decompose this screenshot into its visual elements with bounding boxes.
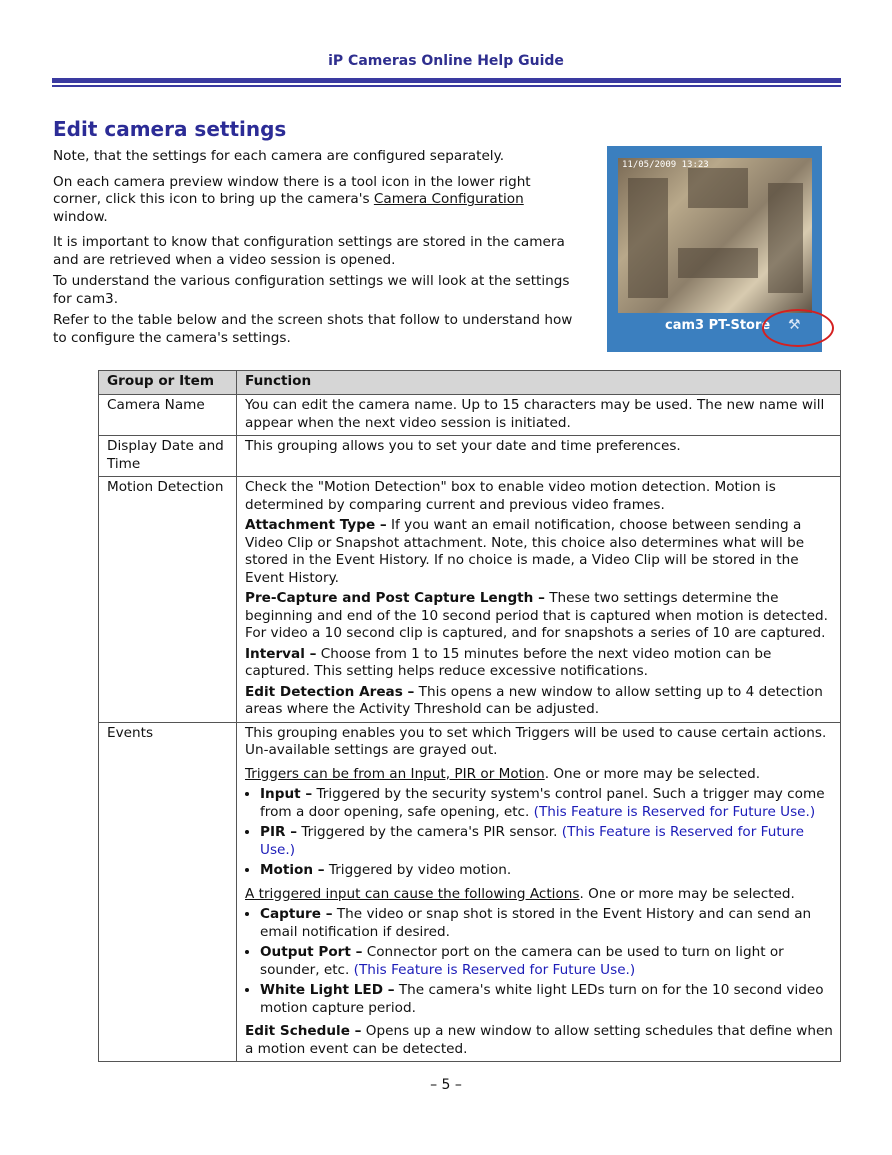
- term-text: If you want an email notification, choose between sending a Video Clip or Snapshot attachment. Note, this choice also determines what will be stored in the Event History. If no choice is made, a Video Clip will be stored in the Event History.: [245, 517, 805, 586]
- function-cell: [237, 477, 841, 723]
- heading-text: . One or more may be selected.: [544, 765, 761, 782]
- term-label: Input –: [260, 786, 313, 802]
- group-cell: Display Date and Time: [99, 436, 237, 477]
- group-cell: Events: [99, 722, 237, 1062]
- table-row: [99, 722, 841, 1062]
- heading-text: . One or more may be selected.: [579, 885, 795, 902]
- page-title: Edit camera settings: [53, 117, 287, 141]
- running-header: iP Cameras Online Help Guide: [328, 53, 564, 69]
- term-text: Connector port on the camera can be used to turn on light or sounder, etc.: [260, 944, 784, 978]
- term-label: White Light LED –: [260, 982, 395, 998]
- wrench-icon[interactable]: ⚒: [788, 317, 801, 333]
- term-text: This opens a new window to allow setting up to 4 detection areas where the Activity Threshold can be adjusted.: [245, 683, 823, 717]
- column-header: Function: [237, 371, 841, 395]
- edit-detection-areas: [245, 684, 833, 719]
- function-cell: This grouping allows you to set your date and time preferences.: [237, 436, 841, 477]
- term-text: Triggered by video motion.: [324, 862, 512, 878]
- intro-section: [53, 148, 578, 355]
- reserved-note: (This Feature is Reserved for Future Use.): [260, 824, 804, 858]
- intro-paragraph: To understand the various configuration settings we will look at the settings for cam3.: [53, 273, 570, 307]
- term-text: The camera's white light LEDs turn on for the 10 second video motion capture period.: [260, 982, 824, 1016]
- edit-schedule: [245, 1023, 833, 1058]
- events-intro: This grouping enables you to set which Triggers will be used to cause certain actions. Un-available settings are grayed out.: [245, 724, 827, 758]
- header-rule-thick: [52, 78, 841, 83]
- motion-intro: Check the "Motion Detection" box to enable video motion detection. Motion is determined by comparing current and previous video frames.: [245, 479, 776, 513]
- term-text: The video or snap shot is stored in the Event History and can send an email notification if desired.: [260, 906, 812, 940]
- list-item: [260, 824, 833, 859]
- term-text: Triggered by the camera's PIR sensor.: [297, 824, 562, 840]
- term-label: Motion –: [260, 862, 325, 878]
- list-item: [260, 786, 833, 821]
- underlined-heading: Triggers can be from an Input, PIR or Motion: [245, 765, 545, 782]
- camera-timestamp: 11/05/2009 13:23: [622, 160, 709, 170]
- term-text: These two settings determine the beginning and end of the 10 second period that is captured when motion is detected. For video a 10 second clip is captured, and for snapshots a series of 10 are captured.: [245, 590, 828, 641]
- intro-paragraph: Refer to the table below and the screen shots that follow to understand how to configure the camera's settings.: [53, 312, 573, 346]
- intro-paragraph: [53, 174, 578, 227]
- term-text: Opens up a new window to allow setting schedules that define when a motion event can be detected.: [245, 1023, 833, 1057]
- highlight-circle: [762, 309, 834, 347]
- list-item: [260, 944, 833, 979]
- camera-configuration-link[interactable]: Camera Configuration: [373, 191, 524, 207]
- reserved-note: (This Feature is Reserved for Future Use.): [353, 961, 636, 978]
- triggers-list: [245, 786, 833, 880]
- term-label: Edit Schedule –: [245, 1023, 362, 1039]
- attachment-type: [245, 517, 833, 587]
- column-header: Group or Item: [99, 371, 237, 395]
- term-label: Output Port –: [260, 944, 363, 960]
- table-row: [99, 477, 841, 723]
- actions-heading: [245, 886, 833, 904]
- interval: [245, 646, 833, 681]
- reserved-note: (This Feature is Reserved for Future Use.): [533, 803, 816, 820]
- table-row: [99, 395, 841, 436]
- intro-paragraph: Note, that the settings for each camera are configured separately.: [53, 148, 505, 164]
- page-number: – 5 –: [430, 1077, 462, 1093]
- actions-list: [245, 906, 833, 1017]
- settings-table: [98, 370, 841, 1062]
- triggers-heading: [245, 766, 833, 784]
- term-text: Choose from 1 to 15 minutes before the next video motion can be captured. This setting helps reduce excessive notifications.: [245, 645, 772, 679]
- list-item: [260, 906, 833, 941]
- function-cell: You can edit the camera name. Up to 15 characters may be used. The new name will appear when the next video session is initiated.: [237, 395, 841, 436]
- pre-capture: [245, 590, 833, 643]
- table-row: [99, 436, 841, 477]
- camera-video-frame: [618, 158, 812, 313]
- camera-label: cam3 PT-Store: [665, 318, 771, 333]
- function-cell: [237, 722, 841, 1062]
- header-rule-thin: [52, 85, 841, 87]
- group-cell: Motion Detection: [99, 477, 237, 723]
- term-label: Interval –: [245, 645, 317, 662]
- underlined-heading: A triggered input can cause the following Actions: [245, 885, 580, 902]
- table-header-row: [99, 371, 841, 395]
- term-label: Attachment Type –: [245, 517, 387, 533]
- intro-text: On each camera preview window there is a tool icon in the lower right corner, click this icon to bring up the camera's: [53, 173, 531, 207]
- term-label: PIR –: [260, 824, 298, 840]
- group-cell: Camera Name: [99, 395, 237, 436]
- list-item: [260, 862, 833, 880]
- term-label: Pre-Capture and Post Capture Length –: [245, 590, 545, 606]
- term-label: Capture –: [260, 906, 333, 922]
- term-text: Triggered by the security system's control panel. Such a trigger may come from a door opening, safe opening, etc.: [260, 786, 825, 820]
- intro-text: window.: [53, 208, 108, 225]
- list-item: [260, 982, 833, 1017]
- intro-paragraph: It is important to know that configuration settings are stored in the camera and are retrieved when a video session is opened.: [53, 234, 565, 268]
- term-label: Edit Detection Areas –: [245, 683, 415, 700]
